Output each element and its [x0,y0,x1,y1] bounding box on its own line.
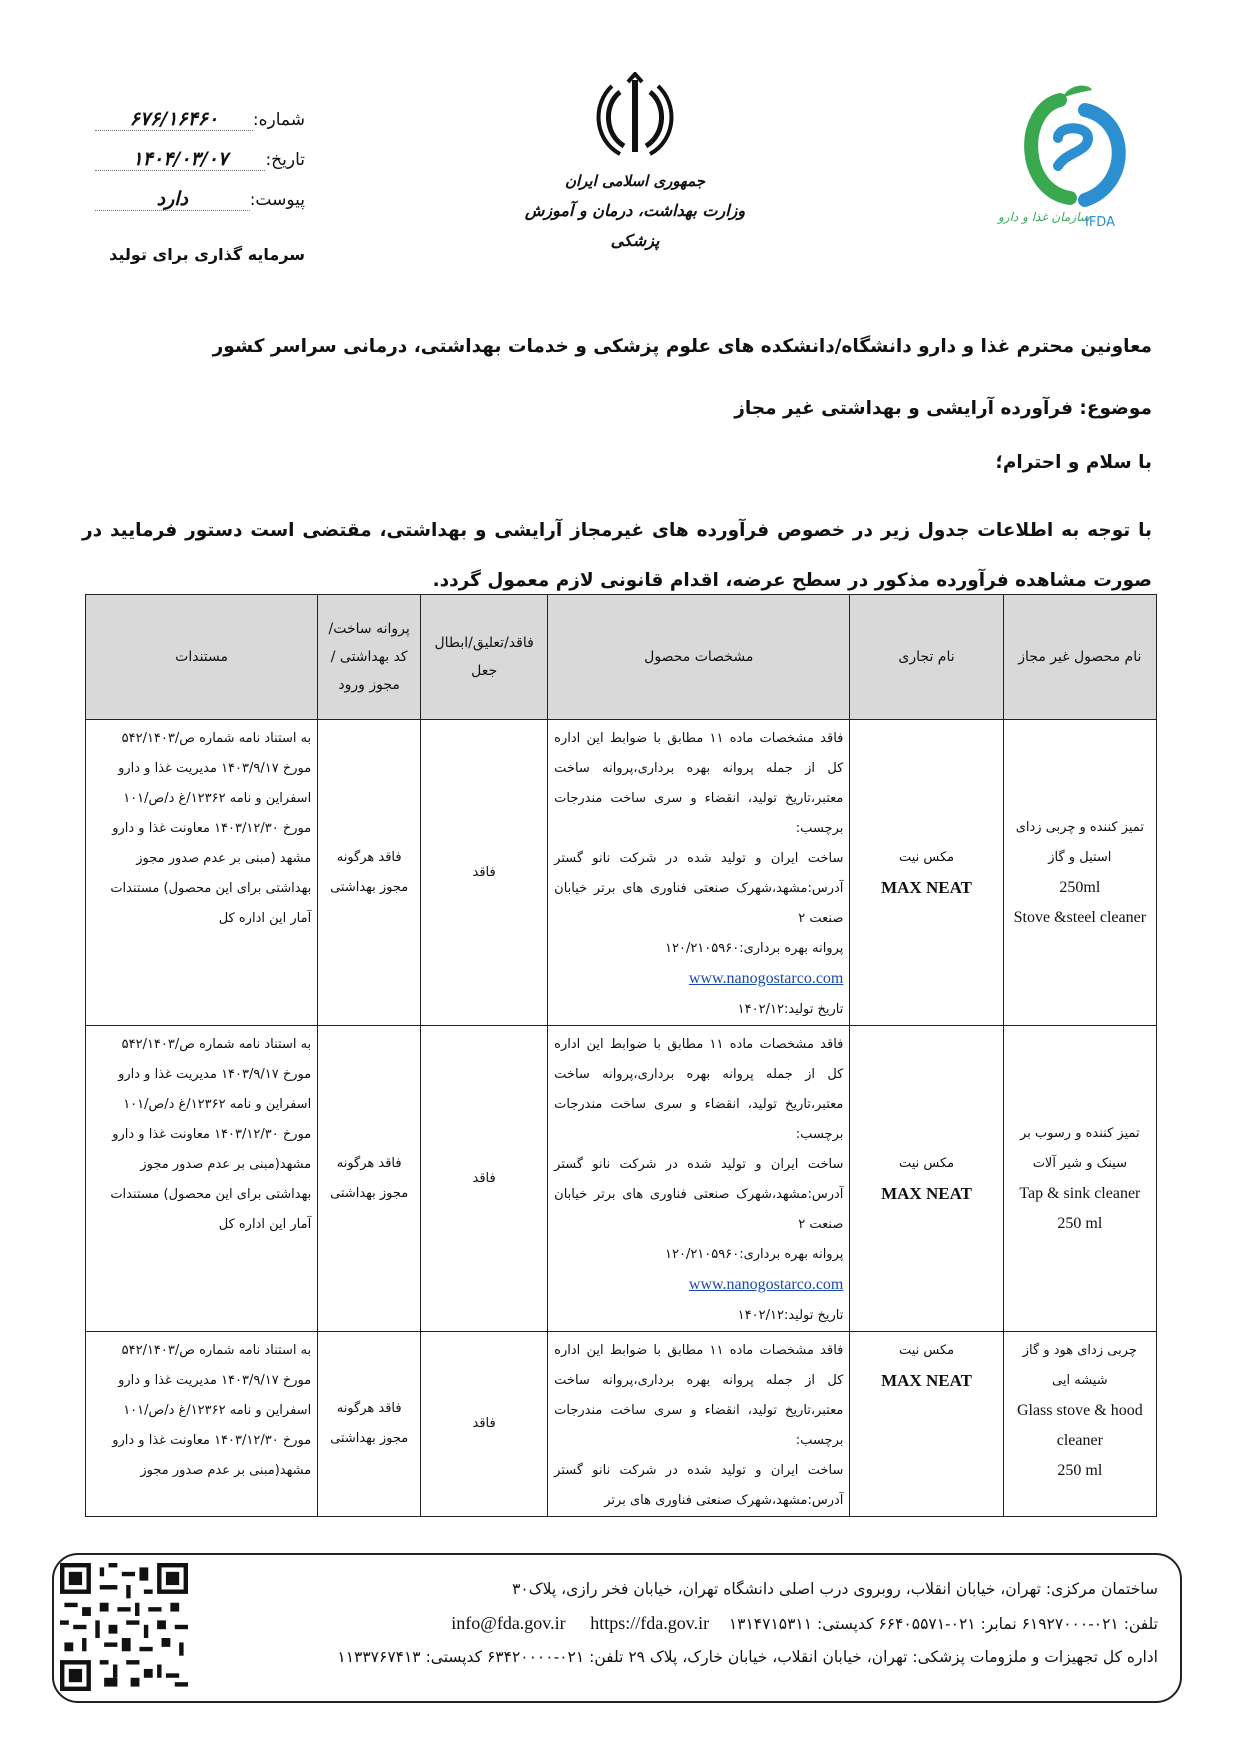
qr-code-icon [60,1563,188,1691]
footer-email[interactable]: info@fda.gov.ir [451,1613,566,1633]
product-name-fa: تمیز کننده و چربی زدای استیل و گاز [1015,819,1144,865]
emblem-line1: جمهوری اسلامی ایران [564,172,706,190]
slogan: سرمایه گذاری برای تولید [109,245,305,264]
specs-cell [548,720,850,1026]
number-row [95,108,305,148]
header-license: پروانه ساخت/کد بهداشتی / مجوز ورود [318,595,421,720]
footer-phones: تلفن: ۰۲۱-۶۱۹۲۷۰۰۰ نمابر: ۰۲۱-۶۶۴۰۵۵۷۱ کدپستی: ۱۳۱۴۷۱۵۳۱۱ [728,1615,1158,1633]
spec-line: ساخت ایران و تولید شده در شرکت نانو گستر آدرس:مشهد،شهرک صنعتی فناوری های برتر خیابان صنعت ۲ [554,1157,844,1232]
letter-body: با توجه به اطلاعات جدول زیر در خصوص فرآورده های غیرمجاز آرایشی و بهداشتی، مقتضی است دستور فرمایید در صورت مشاهده فرآورده مذکور در سطح عرضه، اقدام قانونی لازم معمول گردد. [82,520,1152,591]
brand-en: MAX NEAT [881,1183,972,1203]
product-cell [1003,1026,1156,1332]
ifda-fa-label: سازمان غذا و دارو [998,210,1090,224]
license-cell: فاقد هرگونه مجوز بهداشتی [318,720,421,1026]
footer-contact-line [451,1613,1158,1634]
date-row [95,148,305,188]
product-size: 250ml [1059,878,1101,896]
recipient: معاونین محترم غذا و دارو دانشگاه/دانشکده های علوم پزشکی و خدمات بهداشتی، درمانی سراسر کشور [212,336,1152,357]
brand-fa: مکس نیت [898,849,955,865]
product-cell [1003,1332,1156,1517]
table-row [86,1026,1157,1332]
letter-meta [95,108,305,228]
products-table [85,594,1157,1517]
product-cell [1003,720,1156,1026]
footer-address: ساختمان مرکزی: تهران، خیابان انقلاب، روبروی درب اصلی دانشگاه تهران، خیابان فخر رازی، پلاک۳۰ [512,1580,1158,1598]
header-status: فاقد/تعلیق/ابطال جعل [421,595,548,720]
spec-line: فاقد مشخصات ماده ۱۱ مطابق با ضوابط این اداره کل از جمله پروانه بهره برداری،پروانه ساخت معتبر،تاریخ تولید، انقضاء و سری ساخت مندرجات برچسب: [554,1343,844,1448]
website-link[interactable]: www.nanogostarco.com [688,970,844,987]
product-name-en: Tap & sink cleaner 250 ml [1019,1184,1141,1232]
number-label: شماره: [252,110,305,130]
specs-cell [548,1332,850,1517]
docs-cell: به استناد نامه شماره ص/۵۴۲/۱۴۰۳ مورخ ۱۴۰۳/۹/۱۷ مدیریت غذا و دارو اسفراین و نامه ۱۲۳۶۲/غ د/ص/۱۰۱ مورخ ۱۴۰۳/۱۲/۳۰ معاونت غذا و دارو مشهد (مبنی بر عدم صدور مجوز بهداشتی برای این محصول) مستندات آمار این اداره کل [86,720,318,1026]
brand-cell [850,1332,1003,1517]
spec-line: پروانه بهره برداری:۱۲۰/۲۱۰۵۹۶۰ [665,1247,844,1262]
attachment-value: دارد [95,188,250,211]
header-product: نام محصول غیر مجاز [1003,595,1156,720]
attachment-row [95,188,305,228]
production-date: تاریخ تولید:۱۴۰۲/۱۲ [737,1002,844,1017]
specs-cell [548,1026,850,1332]
header-docs: مستندات [86,595,318,720]
brand-fa: مکس نیت [898,1343,955,1358]
product-size: 250 ml [1057,1462,1103,1479]
brand-en: MAX NEAT [881,1371,972,1390]
license-cell: فاقد هرگونه مجوز بهداشتی [318,1332,421,1517]
footer-website[interactable]: https://fda.gov.ir [590,1613,710,1633]
docs-cell: به استناد نامه شماره ص/۵۴۲/۱۴۰۳ مورخ ۱۴۰۳/۹/۱۷ مدیریت غذا و دارو اسفراین و نامه ۱۲۳۶۲/غ د/ص/۱۰۱ مورخ ۱۴۰۳/۱۲/۳۰ معاونت غذا و دارو مشهد(مبنی بر عدم صدور مجوز [86,1332,318,1517]
spec-line: پروانه بهره برداری:۱۲۰/۲۱۰۵۹۶۰ [665,941,844,956]
production-date: تاریخ تولید:۱۴۰۲/۱۲ [737,1308,844,1323]
product-name-en: Stove &steel cleaner [1013,908,1147,926]
brand-en: MAX NEAT [881,877,972,897]
header-specs: مشخصات محصول [548,595,850,720]
brand-cell [850,1026,1003,1332]
product-name-fa: تمیز کننده و رسوب بر سینک و شیر آلات [1020,1125,1140,1171]
footer-equipment-office: اداره کل تجهیزات و ملزومات پزشکی: تهران، خیابان انقلاب، خیابان خارک، پلاک ۲۹ تلفن: ۰۲۱-۶۳۴۲۰۰۰۰ کدپستی: ۱۱۳۳۷۶۷۴۱۳ [337,1648,1158,1666]
ifda-en-label: IFDA [1085,215,1115,230]
brand-fa: مکس نیت [898,1155,955,1171]
table-row [86,720,1157,1026]
greeting: با سلام و احترام؛ [995,452,1152,473]
number-value: ۶۷۶/۱۶۴۶۰ [95,108,253,131]
table-header-row [86,595,1157,720]
date-label: تاریخ: [265,150,305,170]
iran-emblem-icon [590,72,680,162]
spec-line: ساخت ایران و تولید شده در شرکت نانو گستر آدرس:مشهد،شهرک صنعتی فناوری های برتر [554,1463,844,1508]
table-row [86,1332,1157,1517]
ifda-logo-icon [1000,80,1150,220]
spec-line: ساخت ایران و تولید شده در شرکت نانو گستر آدرس:مشهد،شهرک صنعتی فناوری های برتر خیابان صنعت ۲ [554,851,844,926]
subject: موضوع: فرآورده آرایشی و بهداشتی غیر مجاز [734,398,1152,419]
product-name-fa: چربی زدای هود و گاز شیشه ایی [1022,1343,1137,1388]
header-brand: نام تجاری [850,595,1003,720]
website-link[interactable]: www.nanogostarco.com [688,1276,844,1293]
emblem-line2: وزارت بهداشت، درمان و آموزش پزشکی [524,201,746,250]
license-cell: فاقد هرگونه مجوز بهداشتی [318,1026,421,1332]
spec-line: فاقد مشخصات ماده ۱۱ مطابق با ضوابط این اداره کل از جمله پروانه بهره برداری،پروانه ساخت معتبر،تاریخ تولید، انقضاء و سری ساخت مندرجات برچسب: [554,1037,844,1142]
docs-cell: به استناد نامه شماره ص/۵۴۲/۱۴۰۳ مورخ ۱۴۰۳/۹/۱۷ مدیریت غذا و دارو اسفراین و نامه ۱۲۳۶۲/غ د/ص/۱۰۱ مورخ ۱۴۰۳/۱۲/۳۰ معاونت غذا و دارو مشهد(مبنی بر عدم صدور مجوز بهداشتی برای این محصول) مستندات آمار این اداره کل [86,1026,318,1332]
attachment-label: پیوست: [249,190,305,210]
ifda-logo [980,80,1160,240]
status-cell: فاقد [421,1026,548,1332]
status-cell: فاقد [421,1332,548,1517]
brand-cell [850,720,1003,1026]
ministry-emblem [520,72,750,256]
product-name-en: Glass stove & hood cleaner [1016,1402,1143,1449]
status-cell: فاقد [421,720,548,1026]
date-value: ۱۴۰۴/۰۳/۰۷ [95,148,265,171]
spec-line: فاقد مشخصات ماده ۱۱ مطابق با ضوابط این اداره کل از جمله پروانه بهره برداری،پروانه ساخت معتبر،تاریخ تولید، انقضاء و سری ساخت مندرجات برچسب: [554,731,844,836]
